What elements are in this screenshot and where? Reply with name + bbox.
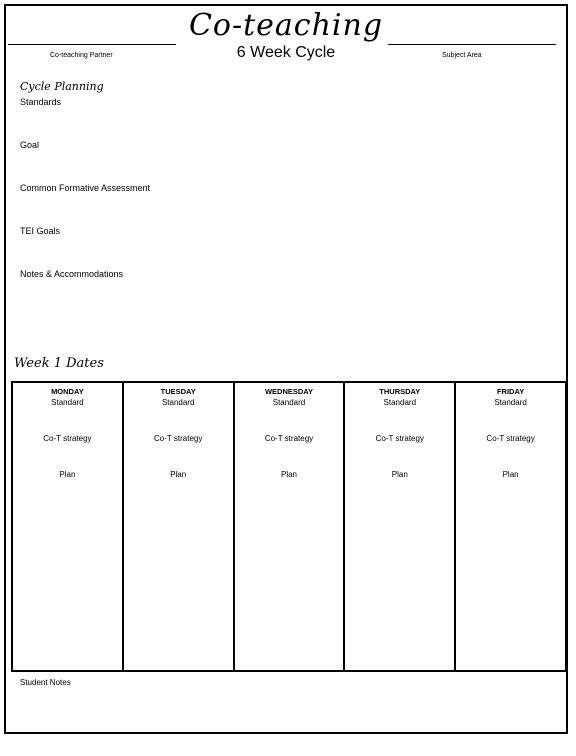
day-strategy: Co-T strategy	[154, 434, 203, 443]
cycle-fields	[20, 80, 540, 312]
week-title: Week 1 Dates	[14, 356, 104, 371]
field-standards[interactable]: Standards	[20, 97, 62, 107]
day-plan: Plan	[391, 470, 408, 479]
field-notes[interactable]: Notes & Accommodations	[20, 269, 124, 279]
day-strategy: Co-T strategy	[375, 434, 424, 443]
day-column-wednesday[interactable]	[235, 383, 346, 670]
week-grid	[11, 381, 567, 672]
day-name: TUESDAY	[160, 387, 196, 396]
subject-label: Subject Area	[442, 52, 482, 59]
field-tei-goals[interactable]: TEI Goals	[20, 226, 61, 236]
day-standard: Standard	[51, 398, 84, 407]
day-plan: Plan	[59, 470, 76, 479]
day-column-monday[interactable]	[13, 383, 124, 670]
day-column-thursday[interactable]	[345, 383, 456, 670]
day-strategy: Co-T strategy	[43, 434, 92, 443]
page-subtitle: 6 Week Cycle	[236, 44, 336, 61]
day-strategy: Co-T strategy	[264, 434, 314, 443]
day-standard: Standard	[383, 398, 417, 407]
footer-label[interactable]: Student Notes	[20, 678, 71, 687]
field-goal[interactable]: Goal	[20, 140, 40, 150]
day-strategy: Co-T strategy	[486, 434, 535, 443]
day-name: FRIDAY	[496, 387, 525, 396]
day-plan: Plan	[280, 470, 297, 479]
field-assessment[interactable]: Common Formative Assessment	[20, 183, 151, 193]
day-name: THURSDAY	[379, 387, 421, 396]
day-name: WEDNESDAY	[264, 387, 314, 396]
day-name: MONDAY	[51, 387, 84, 396]
partner-label: Co-teaching Partner	[50, 52, 113, 59]
cycle-section-title: Cycle Planning	[20, 80, 104, 93]
planning-sheet	[4, 4, 568, 734]
header	[6, 6, 566, 76]
day-standard: Standard	[494, 398, 527, 407]
day-plan: Plan	[170, 470, 187, 479]
page-title: Co-teaching	[188, 8, 384, 43]
day-standard: Standard	[272, 398, 306, 407]
day-column-tuesday[interactable]	[124, 383, 235, 670]
day-column-friday[interactable]	[456, 383, 565, 670]
day-standard: Standard	[161, 398, 195, 407]
day-plan: Plan	[502, 470, 519, 479]
